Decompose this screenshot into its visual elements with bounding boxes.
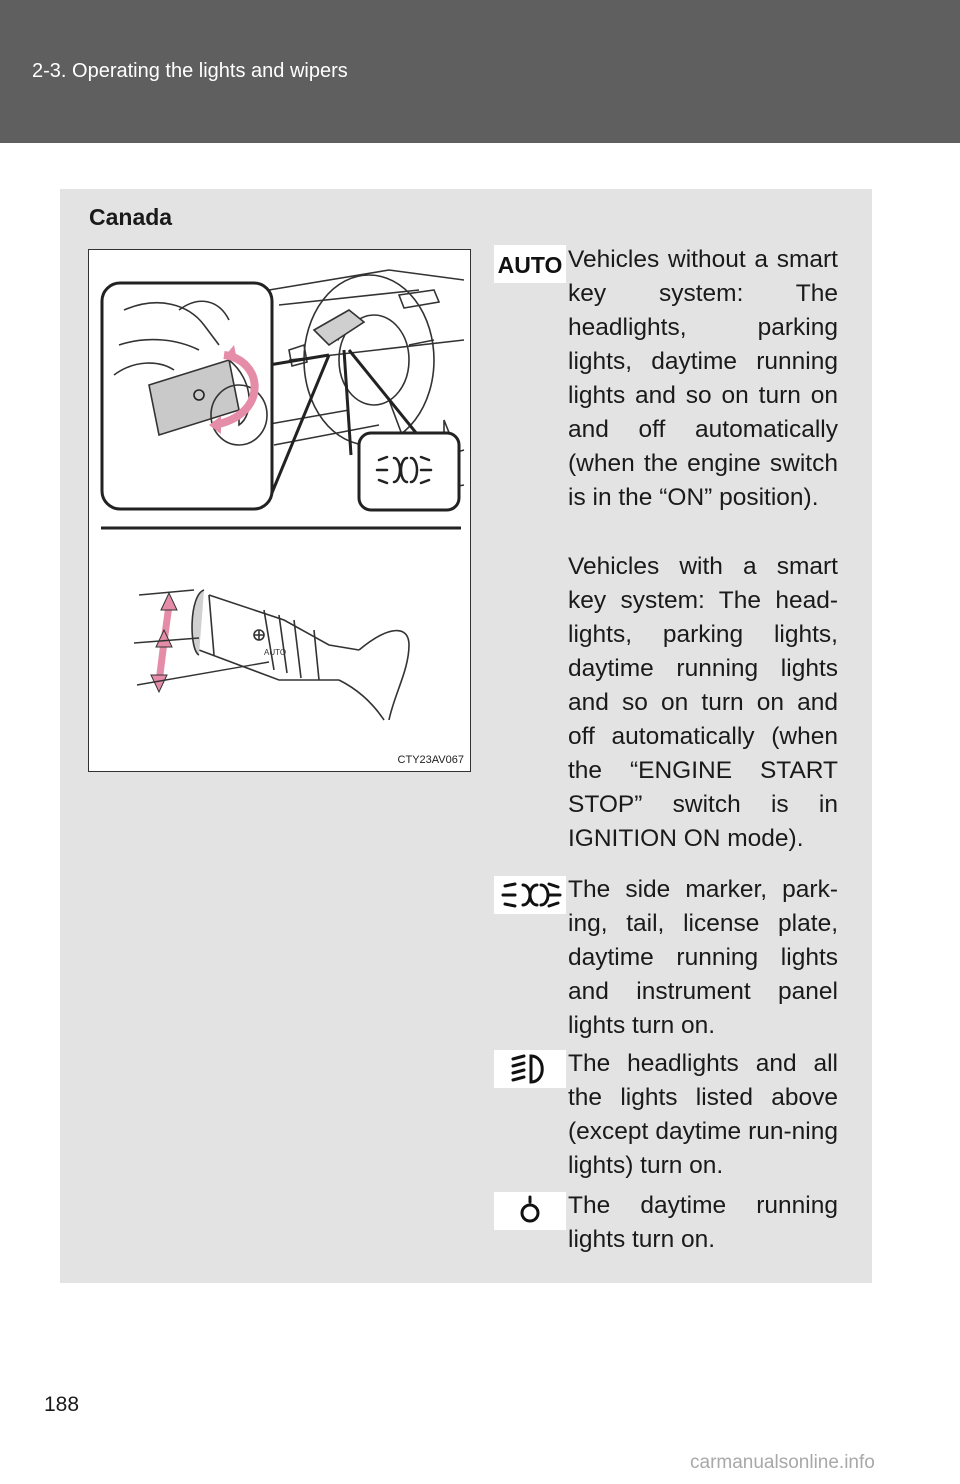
auto-description-no-smart-key: Vehicles without a smart key system: The headlights, parking lights, daytime running lights and so on turn on and off automatically (when the engine switch is in the “ON” position).: [568, 246, 838, 511]
light-switch-illustration: [88, 249, 471, 772]
daytime-running-light-description: The daytime running lights turn on.: [568, 1192, 838, 1253]
auto-icon-text: AUTO: [497, 252, 563, 278]
light-switch-drawing: [89, 250, 472, 773]
switch-label-text: AUTO: [264, 648, 287, 657]
side-marker-lights-description: The side marker, park-ing, tail, license plate, daytime running lights and instrument panel lights turn on.: [568, 876, 838, 1039]
daytime-running-light-icon: [494, 1192, 566, 1230]
page-number: 188: [44, 1393, 80, 1416]
section-header-title: 2-3. Operating the lights and wipers: [32, 60, 348, 82]
side-marker-lights-icon: [494, 876, 566, 914]
section-title: Canada: [89, 204, 173, 230]
watermark: carmanualsonline.info: [690, 1452, 875, 1473]
headlight-description: The headlights and all the lights listed above (except daytime run-ning lights) turn on.: [568, 1050, 838, 1179]
page-header: [0, 0, 960, 143]
headlight-icon: [494, 1050, 566, 1088]
auto-description-smart-key: Vehicles with a smart key system: The head-lights, parking lights, daytime running lights and so on turn on and off automatically (when the “ENGINE START STOP” switch is in IGNITION ON mode).: [568, 553, 838, 852]
auto-icon: [494, 245, 566, 283]
figure-code: CTY23AV067: [397, 754, 464, 766]
